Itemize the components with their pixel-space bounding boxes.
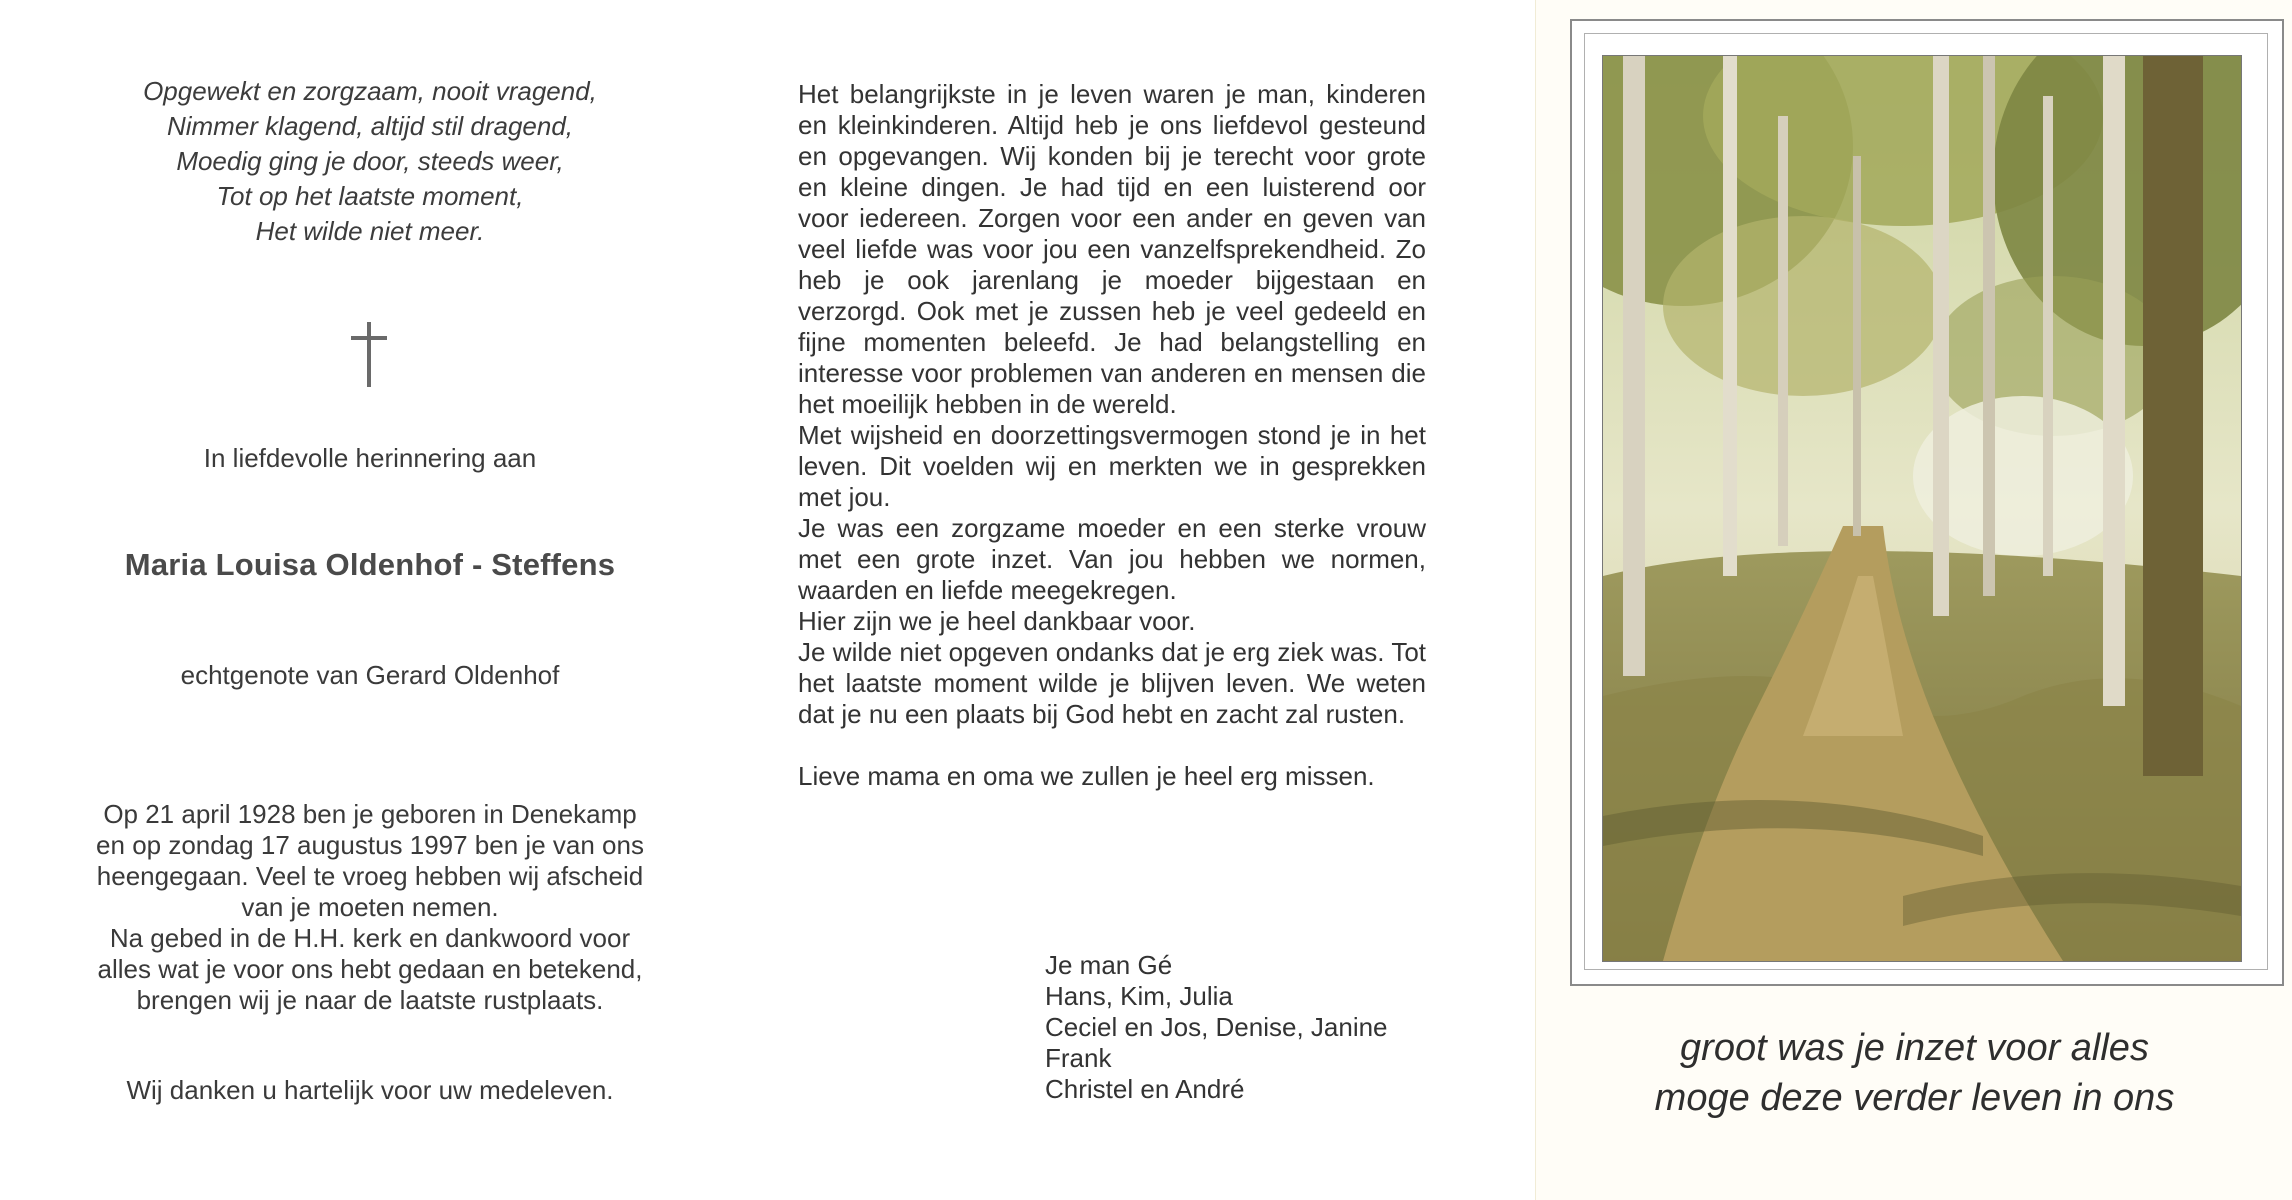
caption-line: moge deze verder leven in ons — [1654, 1077, 2175, 1119]
left-page — [0, 0, 740, 1200]
right-page — [1535, 0, 2292, 1200]
signature-line: Je man Gé — [1045, 950, 1173, 980]
poem-line: Moedig ging je door, steeds weer, — [176, 146, 564, 176]
story-line: brengen wij je naar de laatste rustplaats. — [136, 985, 604, 1015]
spouse-text: echtgenote van Gerard Oldenhof — [180, 660, 560, 690]
signature-line: Christel en André — [1045, 1074, 1245, 1104]
story-line: Op 21 april 1928 ben je geboren in Denekamp — [103, 799, 637, 829]
closing-line: Lieve mama en oma we zullen je heel erg missen. — [798, 761, 1375, 791]
letter-paragraph: Je was een zorgzame moeder en een sterke vrouw met een grote inzet. Van jou hebben we normen, waarden en liefde meegekregen. — [798, 513, 1426, 605]
letter-paragraph: Hier zijn we je heel dankbaar voor. — [798, 606, 1196, 636]
story-line: van je moeten nemen. — [241, 892, 499, 922]
signature-line: Ceciel en Jos, Denise, Janine — [1045, 1012, 1388, 1042]
poem-line: Tot op het laatste moment, — [216, 181, 524, 211]
letter-paragraph: Je wilde niet opgeven ondanks dat je erg ziek was. Tot het laatste moment wilde je blijven leven. We weten dat je nu een plaats bij God hebt en zacht zal rusten. — [798, 637, 1426, 729]
letter-text — [798, 79, 1426, 792]
middle-page — [740, 0, 1520, 1200]
story-line: Na gebed in de H.H. kerk en dankwoord voor — [109, 923, 631, 953]
cross-icon — [367, 322, 371, 387]
poem-line: Nimmer klagend, altijd stil dragend, — [166, 111, 574, 141]
story-line: alles wat je voor ons hebt gedaan en betekend, — [97, 954, 643, 984]
caption-line: groot was je inzet voor alles — [1680, 1027, 2149, 1069]
signatures — [1045, 950, 1388, 1105]
remembrance-text: In liefdevolle herinnering aan — [203, 443, 537, 473]
forest-path-photo — [1602, 55, 2242, 962]
letter-paragraph: Met wijsheid en doorzettingsvermogen stond je in het leven. Dit voelden wij en merkten we in gesprekken met jou. — [798, 420, 1426, 512]
poem-line: Het wilde niet meer. — [255, 216, 485, 246]
poem — [40, 74, 700, 249]
story-line: en op zondag 17 augustus 1997 ben je van ons — [96, 830, 644, 860]
letter-paragraph: Het belangrijkste in je leven waren je man, kinderen en kleinkinderen. Altijd heb je ons liefdevol gesteund en opgevangen. Wij konden bij je terecht voor grote en kleine dingen. Je had tijd en een luisterend oor voor iedereen. Zorgen voor een ander en geven van veel liefde was voor jou een vanzelfsprekendheid. Zo heb je ook jarenlang je moeder bijgestaan en verzorgd. Ook met je zussen heb je veel gedeeld en fijne momenten beleefd. Je had belangstelling en interesse voor problemen van anderen en mensen die het moeilijk hebben in de wereld. — [798, 79, 1426, 419]
story-line: heengegaan. Veel te vroeg hebben wij afscheid — [96, 861, 644, 891]
signature-line: Hans, Kim, Julia — [1045, 981, 1233, 1011]
signature-line: Frank — [1045, 1043, 1112, 1073]
forest-illustration — [1603, 56, 2241, 961]
life-story — [30, 799, 710, 1016]
poem-line: Opgewekt en zorgzaam, nooit vragend, — [143, 76, 597, 106]
thanks-text: Wij danken u hartelijk voor uw medeleven. — [126, 1075, 614, 1105]
deceased-name: Maria Louisa Oldenhof - Steffens — [124, 547, 616, 582]
